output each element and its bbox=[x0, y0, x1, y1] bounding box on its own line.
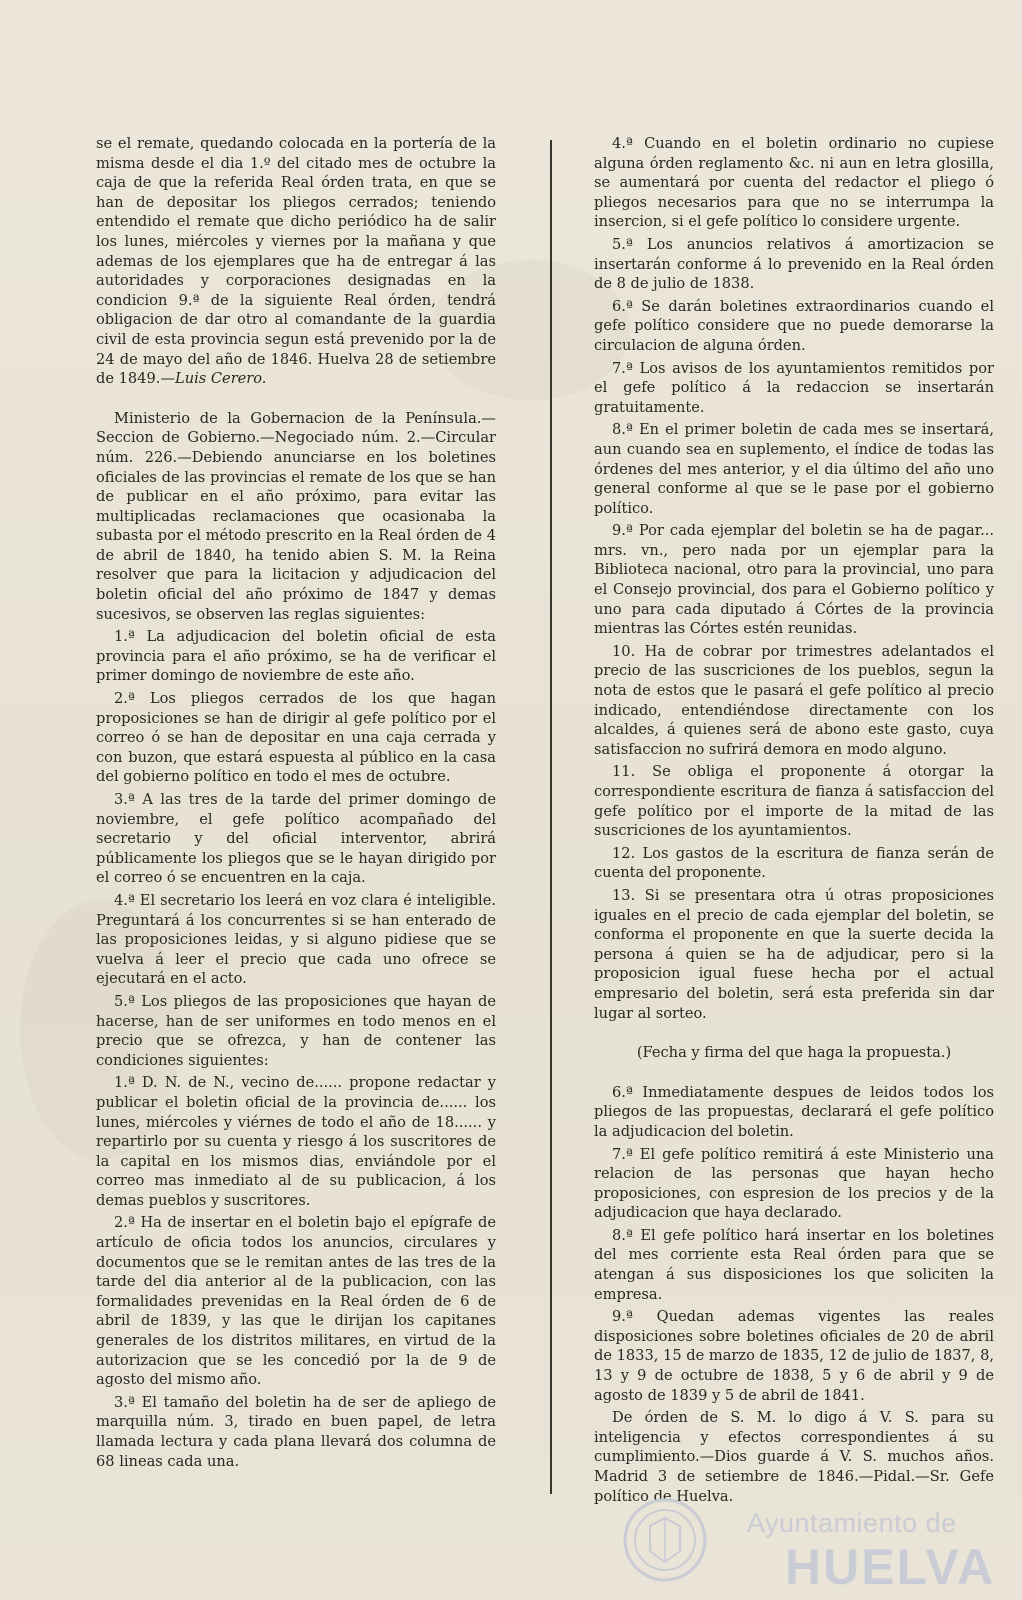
condition-6: 6.ª Se darán boletines extraordinarios cuando el gefe político considere que no puede demorarse la circulacion de alguna órden. bbox=[594, 297, 994, 354]
rule-1: 1.ª La adjudicacion del boletin oficial de esta provincia para el año próximo, se ha de verificar el primer domingo de noviembre de este año. bbox=[96, 628, 496, 685]
rule-7: 7.ª El gefe político remitirá á este Ministerio una relacion de las personas que hayan hecho proposiciones, con espresion de los precios y de la adjudicacion que haya declarado. bbox=[594, 1145, 994, 1222]
municipal-seal-icon bbox=[605, 1496, 725, 1584]
watermark-logo bbox=[735, 1500, 1010, 1595]
rule-4: 4.ª El secretario los leerá en voz clara é inteligible. Preguntará á los concurrentes si se han enterado de las proposiciones leidas, y si alguno pidiese que se vuelva á leer el precio que cada uno ofrece se ejecutará en el acto. bbox=[96, 891, 496, 988]
condition-13: 13. Si se presentara otra ú otras proposiciones iguales en el precio de cada ejemplar del boletin, se conforma el proponente en que la suerte decida la persona á quien se ha de adjudicar, pero si la proposicion igual fuese hecha por el actual empresario del boletin, será esta preferida sin dar lugar al sorteo. bbox=[594, 886, 994, 1022]
condition-9: 9.ª Por cada ejemplar del boletin se ha de pagar... mrs. vn., pero nada por un ejemplar para la Biblioteca nacional, otro para la provincial, uno para el Consejo provincial, dos para el Gobierno político y uno para cada diputado á Córtes de la provincia mientras las Córtes estén reunidas. bbox=[594, 522, 994, 638]
condition-12: 12. Los gastos de la escritura de fianza serán de cuenta del proponente. bbox=[594, 844, 994, 882]
paragraph: se el remate, quedando colocada en la portería de la misma desde el dia 1.º del citado mes de octubre la caja de que la referida Real órden trata, en que se han de depositar los pliegos cerrados; teniendo entendido el remate que dicho periódico ha de salir los lunes, miércoles y viernes por la mañana y que ademas de los ejemplares que ha de entregar á las autoridades y corporaciones designadas en la condicion 9.ª de la siguiente Real órden, tendrá obligacion de dar otro al comandante de la guardia civil de esta provincia segun está prevenido por la de 24 de mayo del año de 1846. Huelva 28 de setiembre de 1849.—Luis Cerero. bbox=[96, 135, 496, 388]
rule-2: 2.ª Los pliegos cerrados de los que hagan proposiciones se han de dirigir al gefe político por el correo ó se han de depositar en una caja cerrada y con buzon, que estará espuesta al público en la casa del gobierno político en todo el mes de octubre. bbox=[96, 690, 496, 786]
circular-paragraph: Ministerio de la Gobernacion de la Península.—Seccion de Gobierno.—Negociado núm. 2.—Circular núm. 226.—Debiendo anunciarse en los boletines oficiales de las provincias el remate de los que se han de publicar en el año próximo, para evitar las multiplicadas reclamaciones que ocasionaba la subasta por el método prescrito en la Real órden de 4 de abril de 1840, ha tenido abien S. M. la Reina resolver que para la licitacion y adjudicacion del boletin oficial del año próximo de 1847 y demas sucesivos, se observen las reglas siguientes: bbox=[96, 409, 496, 623]
watermark-line2: HUELVA bbox=[785, 1539, 996, 1595]
rule-3: 3.ª A las tres de la tarde del primer domingo de noviembre, el gefe político acompañado del secretario y del oficial interventor, abrirá públicamente los pliegos que se le hayan dirigido por el correo ó se encuentren en la caja. bbox=[96, 791, 496, 887]
watermark-line1: Ayuntamiento de bbox=[747, 1508, 957, 1538]
condition-1: 1.ª D. N. de N., vecino de...... propone redactar y publicar el boletin oficial de la provincia de...... los lunes, miércoles y viérnes de todo el año de 18...... y repartirlo por su cuenta y riesgo á los suscritores de la capital en los mismos dias, enviándole por el correo mas inmediato al de su publicacion, á los demas pueblos y suscritores. bbox=[96, 1074, 496, 1209]
left-column bbox=[96, 134, 496, 1474]
condition-4: 4.ª Cuando en el boletin ordinario no cupiese alguna órden reglamento &c. ni aun en letra glosilla, se aumentará por cuenta del redactor el pliego ó pliegos necesarios para que no se interrumpa la insercion, si el gefe político lo considere urgente. bbox=[594, 135, 994, 231]
rule-8: 8.ª El gefe político hará insertar en los boletines del mes corriente esta Real órden para que se atengan á sus disposiciones los que soliciten la empresa. bbox=[594, 1226, 994, 1303]
rule-6: 6.ª Inmediatamente despues de leidos todos los pliegos de las propuestas, declarará el gefe político la adjudicacion del boletin. bbox=[594, 1083, 994, 1140]
rule-9: 9.ª Quedan ademas vigentes las reales disposiciones sobre boletines oficiales de 20 de abril de 1833, 15 de marzo de 1835, 12 de julio de 1837, 8, 13 y 9 de octubre de 1838, 5 y 6 de abril y 9 de agosto de 1839 y 5 de abril de 1841. bbox=[594, 1308, 994, 1404]
condition-5: 5.ª Los anuncios relativos á amortizacion se insertarán conforme á lo prevenido en la Real órden de 8 de julio de 1838. bbox=[594, 235, 994, 293]
closing-paragraph: De órden de S. M. lo digo á V. S. para su inteligencia y efectos correspondientes á su cumplimiento.—Dios guarde á V. S. muchos años. Madrid 3 de setiembre de 1846.—Pidal.—Sr. Gefe político de Huelva. bbox=[594, 1409, 994, 1505]
condition-11: 11. Se obliga el proponente á otorgar la correspondiente escritura de fianza á satisfaccion del gefe político por el importe de la mitad de las suscriciones de los ayuntamientos. bbox=[594, 763, 994, 840]
condition-3: 3.ª El tamaño del boletin ha de ser de apliego de marquilla núm. 3, tirado en buen papel, de letra llamada lectura y cada plana llevará dos columna de 68 lineas cada una. bbox=[96, 1393, 496, 1470]
right-column bbox=[594, 134, 994, 1509]
rule-5: 5.ª Los pliegos de las proposiciones que hayan de hacerse, han de ser uniformes en todo menos en el precio que se ofrezca, y han de contener las condiciones siguientes: bbox=[96, 992, 496, 1069]
condition-7: 7.ª Los avisos de los ayuntamientos remitidos por el gefe político á la redaccion se insertarán gratuitamente. bbox=[594, 359, 994, 416]
condition-10: 10. Ha de cobrar por trimestres adelantados el precio de las suscriciones de los pueblos, segun la nota de estos que le pasará el gefe político al precio indicado, entendiéndose directamente con los alcaldes, á quienes será de abono este gasto, cuya satisfaccion no sufrirá demora en modo alguno. bbox=[594, 642, 994, 758]
column-divider bbox=[550, 140, 552, 1494]
signature: Luis Cerero. bbox=[175, 370, 267, 388]
signature-line: (Fecha y firma del que haga la propuesta.) bbox=[636, 1044, 952, 1062]
condition-8: 8.ª En el primer boletin de cada mes se insertará, aun cuando sea en suplemento, el índice de todas las órdenes del mes anterior, y el dia último del año uno general conforme al que se le pase por el gobierno político. bbox=[594, 421, 994, 517]
condition-2: 2.ª Ha de insertar en el boletin bajo el epígrafe de artículo de oficia todos los anuncios, circulares y documentos que se le remitan antes de las tres de la tarde del dia anterior al de la publicacion, con las formalidades prevenidas en la Real órden de 6 de abril de 1839, y las que le dirijan los capitanes generales de los distritos militares, en virtud de la autorizacion que se les concedió por la de 9 de agosto del mismo año. bbox=[96, 1214, 496, 1389]
